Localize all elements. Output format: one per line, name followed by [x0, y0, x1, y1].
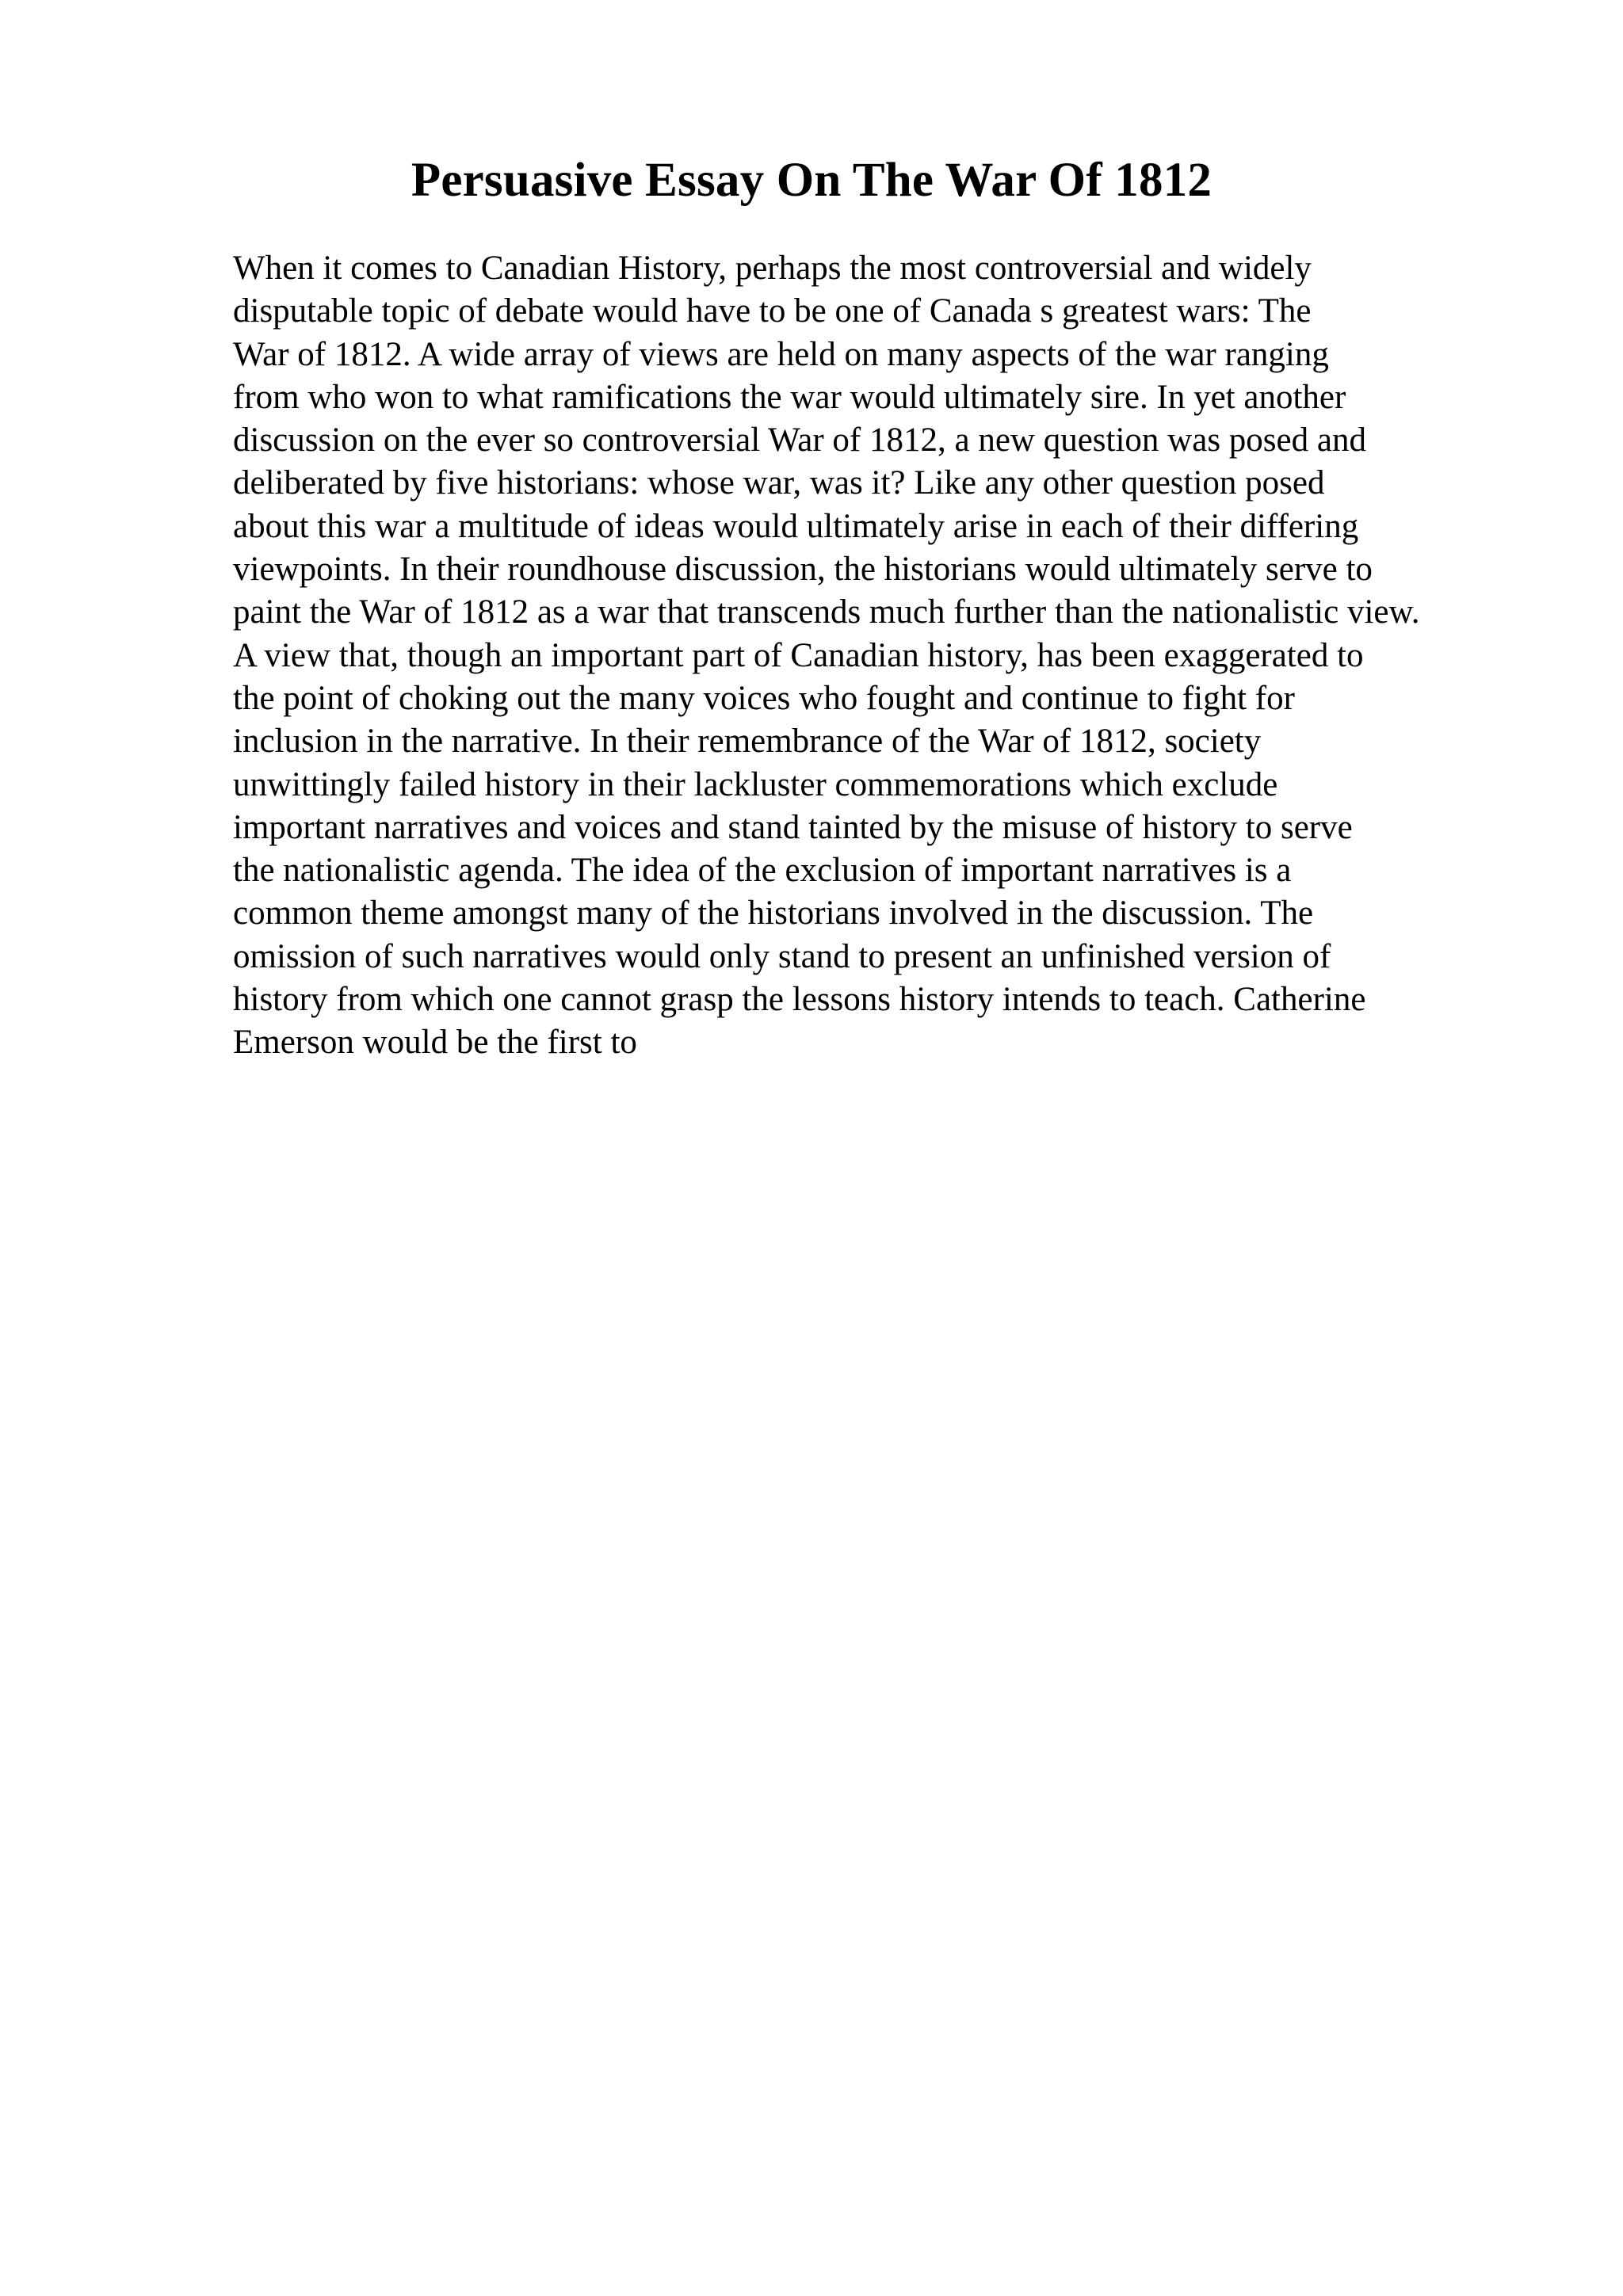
- document-title: Persuasive Essay On The War Of 1812: [411, 154, 1212, 207]
- essay-body: [233, 247, 1612, 1065]
- essay-line: When it comes to Canadian History, perhaps the most controversial and widely: [233, 250, 1312, 287]
- essay-line: inclusion in the narrative. In their remembrance of the War of 1812, society: [233, 723, 1262, 761]
- essay-line: deliberated by five historians: whose war, was it? Like any other question posed: [233, 464, 1325, 502]
- essay-line: viewpoints. In their roundhouse discussion, the historians would ultimately serve to: [233, 551, 1373, 589]
- essay-line: disputable topic of debate would have to be one of Canada s greatest wars: The: [233, 292, 1312, 330]
- essay-line: omission of such narratives would only stand to present an unfinished version of: [233, 937, 1331, 975]
- essay-line: common theme amongst many of the historians involved in the discussion. The: [233, 894, 1314, 933]
- essay-line: the nationalistic agenda. The idea of the exclusion of important narratives is a: [233, 852, 1292, 890]
- essay-line: discussion on the ever so controversial War of 1812, a new question was posed and: [233, 421, 1366, 460]
- essay-line: unwittingly failed history in their lackluster commemorations which exclude: [233, 765, 1278, 803]
- essay-line: paint the War of 1812 as a war that transcends much further than the nationalistic view.: [233, 593, 1420, 631]
- essay-line: history from which one cannot grasp the lessons history intends to teach. Catherine: [233, 981, 1366, 1019]
- essay-line: from who won to what ramifications the war would ultimately sire. In yet another: [233, 378, 1346, 416]
- essay-line: War of 1812. A wide array of views are held on many aspects of the war ranging: [233, 335, 1329, 373]
- essay-line: about this war a multitude of ideas would ultimately arise in each of their differing: [233, 507, 1359, 545]
- essay-line: Emerson would be the first to: [233, 1024, 637, 1062]
- essay-line: A view that, though an important part of Canadian history, has been exaggerated to: [233, 636, 1364, 674]
- essay-line: the point of choking out the many voices who fought and continue to fight for: [233, 679, 1295, 717]
- essay-line: important narratives and voices and stand tainted by the misuse of history to serve: [233, 808, 1353, 846]
